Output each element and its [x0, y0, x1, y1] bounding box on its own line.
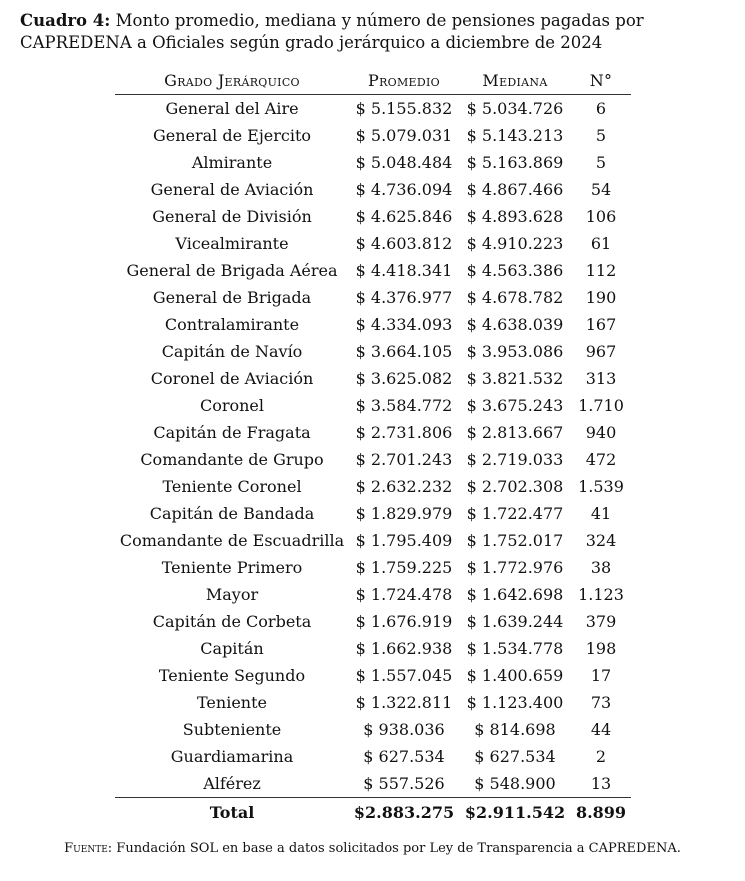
table-header-row: [115, 67, 631, 95]
cell-grado: Subteniente: [182, 720, 282, 739]
table-row: [115, 257, 631, 284]
cell-mediana: $ 4.910.223: [466, 234, 564, 253]
cell-grado: General de Aviación: [150, 180, 314, 199]
cell-count: 198: [585, 639, 617, 658]
cell-promedio: $ 4.603.812: [355, 234, 453, 253]
cell-mediana: $ 1.772.976: [466, 558, 564, 577]
cell-count: 1.539: [578, 477, 624, 496]
cell-mediana: $ 4.563.386: [466, 261, 564, 280]
header-grado: Grado Jerárquico: [115, 67, 349, 95]
table-row: [115, 554, 631, 581]
total-mediana: $2.911.542: [459, 798, 571, 827]
table-row: [115, 203, 631, 230]
cell-mediana: $ 2.813.667: [466, 423, 564, 442]
table-row: [115, 365, 631, 392]
cell-mediana: $ 1.639.244: [466, 612, 564, 631]
cell-promedio: $ 4.418.341: [355, 261, 453, 280]
cell-grado: General de Brigada: [152, 288, 312, 307]
cell-mediana: $ 1.642.698: [466, 585, 564, 604]
cell-grado: Coronel: [199, 396, 265, 415]
table-row: [115, 392, 631, 419]
header-count: N°: [571, 67, 631, 95]
cell-grado: Capitán de Bandada: [149, 504, 315, 523]
cell-mediana: $ 1.722.477: [466, 504, 564, 523]
cell-promedio: $ 4.736.094: [355, 180, 453, 199]
cell-promedio: $ 1.724.478: [355, 585, 453, 604]
cell-promedio: $ 1.829.979: [355, 504, 453, 523]
cell-grado: Mayor: [205, 585, 259, 604]
cell-promedio: $ 2.731.806: [355, 423, 453, 442]
cell-mediana: $ 5.163.869: [466, 153, 564, 172]
cell-count: 6: [595, 99, 607, 118]
cell-promedio: $ 4.625.846: [355, 207, 453, 226]
cell-count: 379: [585, 612, 617, 631]
cell-promedio: $ 1.662.938: [355, 639, 453, 658]
table-row: [115, 743, 631, 770]
cell-grado: Teniente Coronel: [162, 477, 302, 496]
cell-promedio: $ 3.584.772: [355, 396, 453, 415]
cell-promedio: $ 1.557.045: [355, 666, 453, 685]
cell-grado: Teniente Primero: [161, 558, 303, 577]
cell-mediana: $ 5.143.213: [466, 126, 564, 145]
cell-promedio: $ 938.036: [363, 720, 445, 739]
header-promedio: Promedio: [349, 67, 459, 95]
total-row: [115, 798, 631, 827]
cell-grado: General de Ejercito: [152, 126, 312, 145]
cell-mediana: $ 1.752.017: [466, 531, 564, 550]
cell-mediana: $ 4.638.039: [466, 315, 564, 334]
cell-count: 2: [595, 747, 607, 766]
cell-mediana: $ 548.900: [474, 774, 556, 793]
cell-count: 13: [590, 774, 612, 793]
table-row: [115, 419, 631, 446]
cell-mediana: $ 3.953.086: [466, 342, 564, 361]
cell-grado: Contralamirante: [164, 315, 300, 334]
cell-count: 41: [590, 504, 612, 523]
caption-text: Monto promedio, mediana y número de pensiones pagadas por CAPREDENA a Oficiales según grado jerárquico a diciembre de 2024: [20, 11, 644, 52]
cell-count: 44: [590, 720, 612, 739]
cell-mediana: $ 814.698: [474, 720, 556, 739]
cell-grado: Guardiamarina: [170, 747, 294, 766]
total-count: 8.899: [571, 798, 631, 827]
cell-grado: General de División: [152, 207, 312, 226]
cell-count: 54: [590, 180, 612, 199]
cell-grado: General del Aire: [165, 99, 299, 118]
cell-promedio: $ 2.701.243: [355, 450, 453, 469]
cell-count: 106: [585, 207, 617, 226]
cell-count: 940: [585, 423, 617, 442]
cell-mediana: $ 2.719.033: [466, 450, 564, 469]
cell-mediana: $ 1.400.659: [466, 666, 564, 685]
source-note: [0, 841, 745, 856]
cell-count: 17: [590, 666, 612, 685]
table-row: [115, 662, 631, 689]
cell-promedio: $ 1.676.919: [355, 612, 453, 631]
cell-grado: Teniente: [197, 693, 267, 712]
table-row: [115, 608, 631, 635]
table-row: [115, 95, 631, 123]
caption-label: Cuadro 4:: [20, 11, 111, 30]
cell-promedio: $ 5.155.832: [355, 99, 453, 118]
table-row: [115, 635, 631, 662]
table-body: [115, 95, 631, 798]
source-label: Fuente:: [64, 841, 113, 856]
cell-grado: Almirante: [191, 153, 273, 172]
cell-promedio: $ 557.526: [363, 774, 445, 793]
cell-mediana: $ 1.123.400: [466, 693, 564, 712]
cell-grado: Vicealmirante: [175, 234, 289, 253]
cell-mediana: $ 3.821.532: [466, 369, 564, 388]
cell-mediana: $ 4.867.466: [466, 180, 564, 199]
table-row: [115, 122, 631, 149]
pensions-table: [115, 67, 631, 826]
table-row: [115, 446, 631, 473]
cell-count: 61: [590, 234, 612, 253]
table-row: [115, 149, 631, 176]
cell-mediana: $ 3.675.243: [466, 396, 564, 415]
cell-promedio: $ 5.048.484: [355, 153, 453, 172]
cell-grado: Coronel de Aviación: [150, 369, 314, 388]
cell-grado: Capitán: [200, 639, 264, 658]
cell-count: 967: [585, 342, 617, 361]
table-row: [115, 716, 631, 743]
table-caption: [20, 10, 740, 54]
cell-mediana: $ 627.534: [474, 747, 556, 766]
cell-promedio: $ 4.376.977: [355, 288, 453, 307]
cell-count: 112: [585, 261, 617, 280]
source-text: Fundación SOL en base a datos solicitados por Ley de Transparencia a CAPREDENA.: [116, 841, 681, 856]
cell-promedio: $ 1.795.409: [355, 531, 453, 550]
table-row: [115, 527, 631, 554]
cell-mediana: $ 4.678.782: [466, 288, 564, 307]
cell-count: 313: [585, 369, 617, 388]
cell-count: 5: [595, 126, 607, 145]
cell-count: 190: [585, 288, 617, 307]
cell-count: 5: [595, 153, 607, 172]
table-row: [115, 581, 631, 608]
cell-grado: Comandante de Escuadrilla: [119, 531, 345, 550]
cell-promedio: $ 4.334.093: [355, 315, 453, 334]
cell-mediana: $ 2.702.308: [466, 477, 564, 496]
cell-promedio: $ 5.079.031: [355, 126, 453, 145]
cell-count: 1.710: [578, 396, 624, 415]
cell-grado: Comandante de Grupo: [140, 450, 324, 469]
cell-promedio: $ 1.322.811: [355, 693, 453, 712]
cell-grado: Teniente Segundo: [158, 666, 306, 685]
cell-mediana: $ 5.034.726: [466, 99, 564, 118]
table-row: [115, 284, 631, 311]
cell-grado: Capitán de Navío: [161, 342, 303, 361]
cell-count: 324: [585, 531, 617, 550]
cell-grado: Alférez: [203, 774, 261, 793]
cell-promedio: $ 3.664.105: [355, 342, 453, 361]
cell-grado: Capitán de Fragata: [153, 423, 311, 442]
total-promedio: $2.883.275: [349, 798, 459, 827]
cell-count: 167: [585, 315, 617, 334]
header-mediana: Mediana: [459, 67, 571, 95]
cell-count: 73: [590, 693, 612, 712]
table-row: [115, 500, 631, 527]
table-row: [115, 176, 631, 203]
table-row: [115, 689, 631, 716]
cell-count: 38: [590, 558, 612, 577]
cell-promedio: $ 627.534: [363, 747, 445, 766]
table-row: [115, 311, 631, 338]
cell-promedio: $ 3.625.082: [355, 369, 453, 388]
cell-grado: General de Brigada Aérea: [126, 261, 338, 280]
cell-grado: Capitán de Corbeta: [152, 612, 312, 631]
table-row: [115, 770, 631, 798]
total-label: Total: [115, 798, 349, 827]
cell-count: 472: [585, 450, 617, 469]
cell-count: 1.123: [578, 585, 624, 604]
table-row: [115, 338, 631, 365]
cell-mediana: $ 4.893.628: [466, 207, 564, 226]
table-row: [115, 230, 631, 257]
cell-promedio: $ 2.632.232: [355, 477, 453, 496]
cell-promedio: $ 1.759.225: [355, 558, 453, 577]
cell-mediana: $ 1.534.778: [466, 639, 564, 658]
table-row: [115, 473, 631, 500]
